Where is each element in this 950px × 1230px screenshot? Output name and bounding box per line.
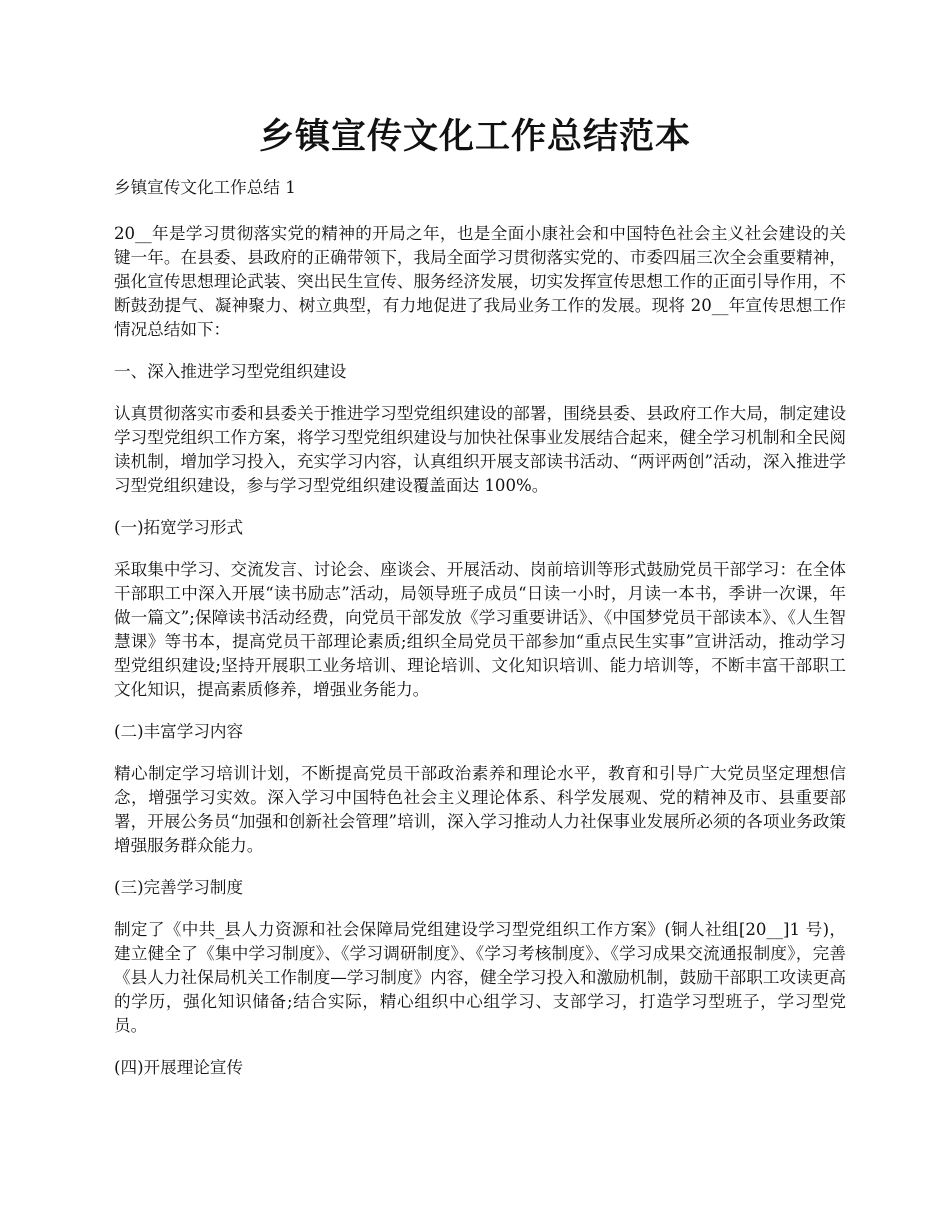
body-paragraph-subsection-1: 采取集中学习、交流发言、讨论会、座谈会、开展活动、岗前培训等形式鼓励党员干部学习：在全体干部职工中深入开展“读书励志”活动，局领导班子成员“日读一小时，月读一本书，季讲一次课，年做一篇文”;保障读书活动经费，向党员干部发放《学习重要讲话》、《中国梦党员干部读本》、《人生智慧课》等书本，提高党员干部理论素质;组织全局党员干部参加“重点民生实事”宣讲活动，推动学习型党组织建设;坚持开展职工业务培训、理论培训、文化知识培训、能力培训等，不断丰富干部职工文化知识，提高素质修养，增强业务能力。 [114,560,846,699]
section-heading-1: 一、深入推进学习型党组织建设 [114,362,347,381]
subsection-heading-3: (三)完善学习制度 [114,878,244,897]
body-paragraph-section-1: 认真贯彻落实市委和县委关于推进学习型党组织建设的部署，围绕县委、县政府工作大局，制定建设学习型党组织工作方案，将学习型党组织建设与加快社保事业发展结合起来，健全学习机制和全民阅读机制，增加学习投入，充实学习内容，认真组织开展支部读书活动、“两评两创”活动，深入推进学习型党组织建设，参与学习型党组织建设覆盖面达 100%。 [114,404,846,495]
document-subtitle: 乡镇宣传文化工作总结 1 [114,178,296,197]
document-body [114,176,846,1098]
subsection-heading-4: (四)开展理论宣传 [114,1058,244,1077]
subsection-heading-1: (一)拓宽学习形式 [114,518,244,537]
document-title: 乡镇宣传文化工作总结范本 [258,116,691,157]
body-paragraph-intro: 20__年是学习贯彻落实党的精神的开局之年，也是全面小康社会和中国特色社会主义社会建设的关键一年。在县委、县政府的正确带领下，我局全面学习贯彻落实党的、市委四届三次全会重要精神，强化宣传思想理论武装、突出民生宣传、服务经济发展，切实发挥宣传思想工作的正面引导作用，不断鼓劲提气、凝神聚力、树立典型，有力地促进了我局业务工作的发展。现将 20__年宣传思想工作情况总结如下： [114,224,846,339]
subsection-heading-2: (二)丰富学习内容 [114,722,244,741]
body-paragraph-subsection-2: 精心制定学习培训计划，不断提高党员干部政治素养和理论水平，教育和引导广大党员坚定理想信念，增强学习实效。深入学习中国特色社会主义理论体系、科学发展观、党的精神及市、县重要部署，开展公务员“加强和创新社会管理”培训，深入学习推动人力社保事业发展所必须的各项业务政策增强服务群众能力。 [114,764,846,855]
body-paragraph-subsection-3: 制定了《中共_县人力资源和社会保障局党组建设学习型党组织工作方案》(铜人社组[20__]1 号)，建立健全了《集中学习制度》、《学习调研制度》、《学习考核制度》、《学习成果交流通报制度》，完善《县人力社保局机关工作制度—学习制度》内容，健全学习投入和激励机制，鼓励干部职工攻读更高的学历，强化知识储备;结合实际，精心组织中心组学习、支部学习，打造学习型班子，学习型党员。 [114,920,846,1035]
